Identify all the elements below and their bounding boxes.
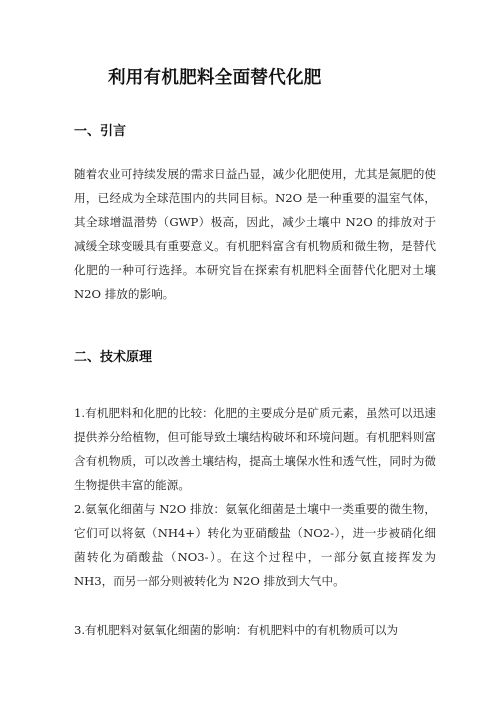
paragraph-introduction: 随着农业可持续发展的需求日益凸显，减少化肥使用，尤其是氮肥的使用，已经成为全球范围内的共同目标。N2O 是一种重要的温室气体，其全球增温潜势（GWP）极高，因此，减少土壤中 N2O 的排放对于减缓全球变暖具有重要意义。有机肥料富含有机物质和微生物，是替代化肥的一种可行选择。本研究旨在探索有机肥料全面替代化肥对土壤 N2O 排放的影响。 [74,167,436,302]
paragraph-comparison: 1.有机肥料和化肥的比较：化肥的主要成分是矿质元素，虽然可以迅速提供养分给植物，但可能导致土壤结构破坏和环境问题。有机肥料则富含有机物质，可以改善土壤结构，提高土壤保水性和透气性，同时为微生物提供丰富的能源。 [74,406,436,493]
section-heading-introduction: 一、引言 [74,124,127,139]
paragraph-organic-effect: 3.有机肥料对氨氧化细菌的影响：有机肥料中的有机物质可以为 [74,623,399,637]
document-title: 利用有机肥料全面替代化肥 [108,68,322,88]
paragraph-ammonia-bacteria: 2.氨氧化细菌与 N2O 排放：氨氧化细菌是土壤中一类重要的微生物，它们可以将氨（NH4+）转化为亚硝酸盐（NO2-），进一步被硝化细菌转化为硝酸盐（NO3-）。在这个过程中，一部分氨直接挥发为 NH3，而另一部分则被转化为 N2O 排放到大气中。 [74,502,436,589]
section-heading-principle: 二、技术原理 [74,350,153,365]
